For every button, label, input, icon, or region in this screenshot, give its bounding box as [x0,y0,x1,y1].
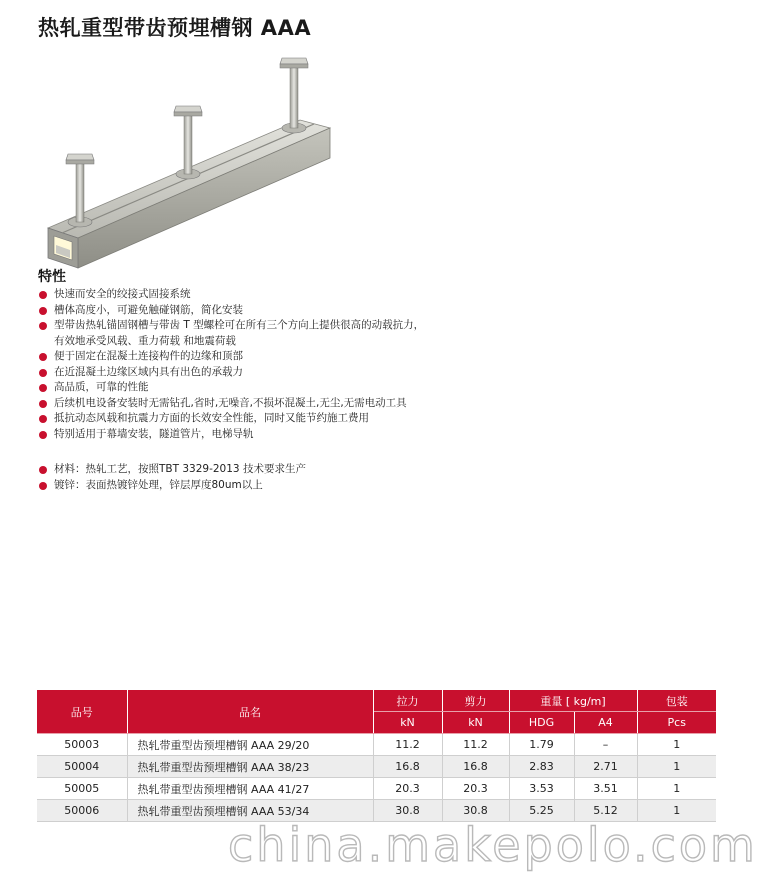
cell-tension: 20.3 [373,778,442,800]
cell-code: 50003 [37,734,127,756]
bullet-icon [39,322,47,330]
cell-a4: 3.51 [574,778,637,800]
feature-item: 特别适用于幕墙安装，隧道管片，电梯导轨 [38,427,638,443]
bullet-icon [39,307,47,315]
col-header-tension: 拉力 [373,690,442,712]
bullet-icon [39,431,47,439]
bullet-icon [39,291,47,299]
table-row [37,734,716,756]
feature-item: 高品质，可靠的性能 [38,380,638,396]
cell-hdg: 3.53 [509,778,574,800]
watermark: china.makepolo.com [228,818,758,872]
feature-item: 槽体高度小，可避免触碰钢筋，简化安装 [38,303,638,319]
cell-hdg: 5.25 [509,800,574,822]
col-header-shear: 剪力 [442,690,509,712]
unit-pack: Pcs [637,712,716,734]
coating-item: 镀锌：表面热镀锌处理，锌层厚度80um以上 [38,478,638,494]
cell-shear: 16.8 [442,756,509,778]
cell-a4: – [574,734,637,756]
cell-a4: 5.12 [574,800,637,822]
cell-shear: 20.3 [442,778,509,800]
cell-name: 热轧带重型齿预埋槽钢 AAA 53/34 [127,800,373,822]
features-list [38,287,638,493]
page-title: 热轧重型带齿预埋槽钢 AAA [38,16,312,40]
feature-continuation: 有效地承受风载、重力荷载 和地震荷载 [54,334,236,347]
unit-hdg: HDG [509,712,574,734]
channel-product-image [40,50,340,270]
table-row [37,778,716,800]
bullet-icon [39,369,47,377]
features-heading: 特性 [38,269,66,285]
feature-item: 型带齿热轧锚固钢槽与带齿 T 型螺栓可在所有三个方向上提供很高的动载抗力， [38,318,638,334]
cell-pack: 1 [637,756,716,778]
feature-item: 快速而安全的绞接式固接系统 [38,287,638,303]
feature-item: 便于固定在混凝土连接构件的边缘和顶部 [38,349,638,365]
cell-code: 50006 [37,800,127,822]
col-header-name: 品名 [127,690,373,734]
feature-item: 后续机电设备安装时无需钻孔,省时,无噪音,不损坏混凝土,无尘,无需电动工具 [38,396,638,412]
col-header-code: 品号 [37,690,127,734]
cell-name: 热轧带重型齿预埋槽钢 AAA 41/27 [127,778,373,800]
cell-pack: 1 [637,734,716,756]
cell-code: 50004 [37,756,127,778]
bullet-icon [39,482,47,490]
cell-tension: 11.2 [373,734,442,756]
spec-table [37,690,716,822]
bullet-icon [39,384,47,392]
cell-a4: 2.71 [574,756,637,778]
col-header-weight: 重量 [ kg/m] [509,690,637,712]
table-header-row [37,690,716,712]
cell-pack: 1 [637,800,716,822]
cell-code: 50005 [37,778,127,800]
material-item: 材料：热轧工艺，按照TBT 3329-2013 技术要求生产 [38,462,638,478]
col-header-pack: 包装 [637,690,716,712]
unit-shear: kN [442,712,509,734]
unit-a4: A4 [574,712,637,734]
cell-tension: 16.8 [373,756,442,778]
cell-hdg: 2.83 [509,756,574,778]
table-row [37,756,716,778]
cell-pack: 1 [637,778,716,800]
bullet-icon [39,400,47,408]
bullet-icon [39,415,47,423]
feature-item: 在近混凝土边缘区域内具有出色的承载力 [38,365,638,381]
cell-shear: 30.8 [442,800,509,822]
feature-item: 抵抗动态风载和抗震力方面的长效安全性能，同时又能节约施工费用 [38,411,638,427]
unit-tension: kN [373,712,442,734]
bullet-icon [39,466,47,474]
bullet-icon [39,353,47,361]
cell-shear: 11.2 [442,734,509,756]
cell-tension: 30.8 [373,800,442,822]
cell-hdg: 1.79 [509,734,574,756]
cell-name: 热轧带重型齿预埋槽钢 AAA 29/20 [127,734,373,756]
cell-name: 热轧带重型齿预埋槽钢 AAA 38/23 [127,756,373,778]
